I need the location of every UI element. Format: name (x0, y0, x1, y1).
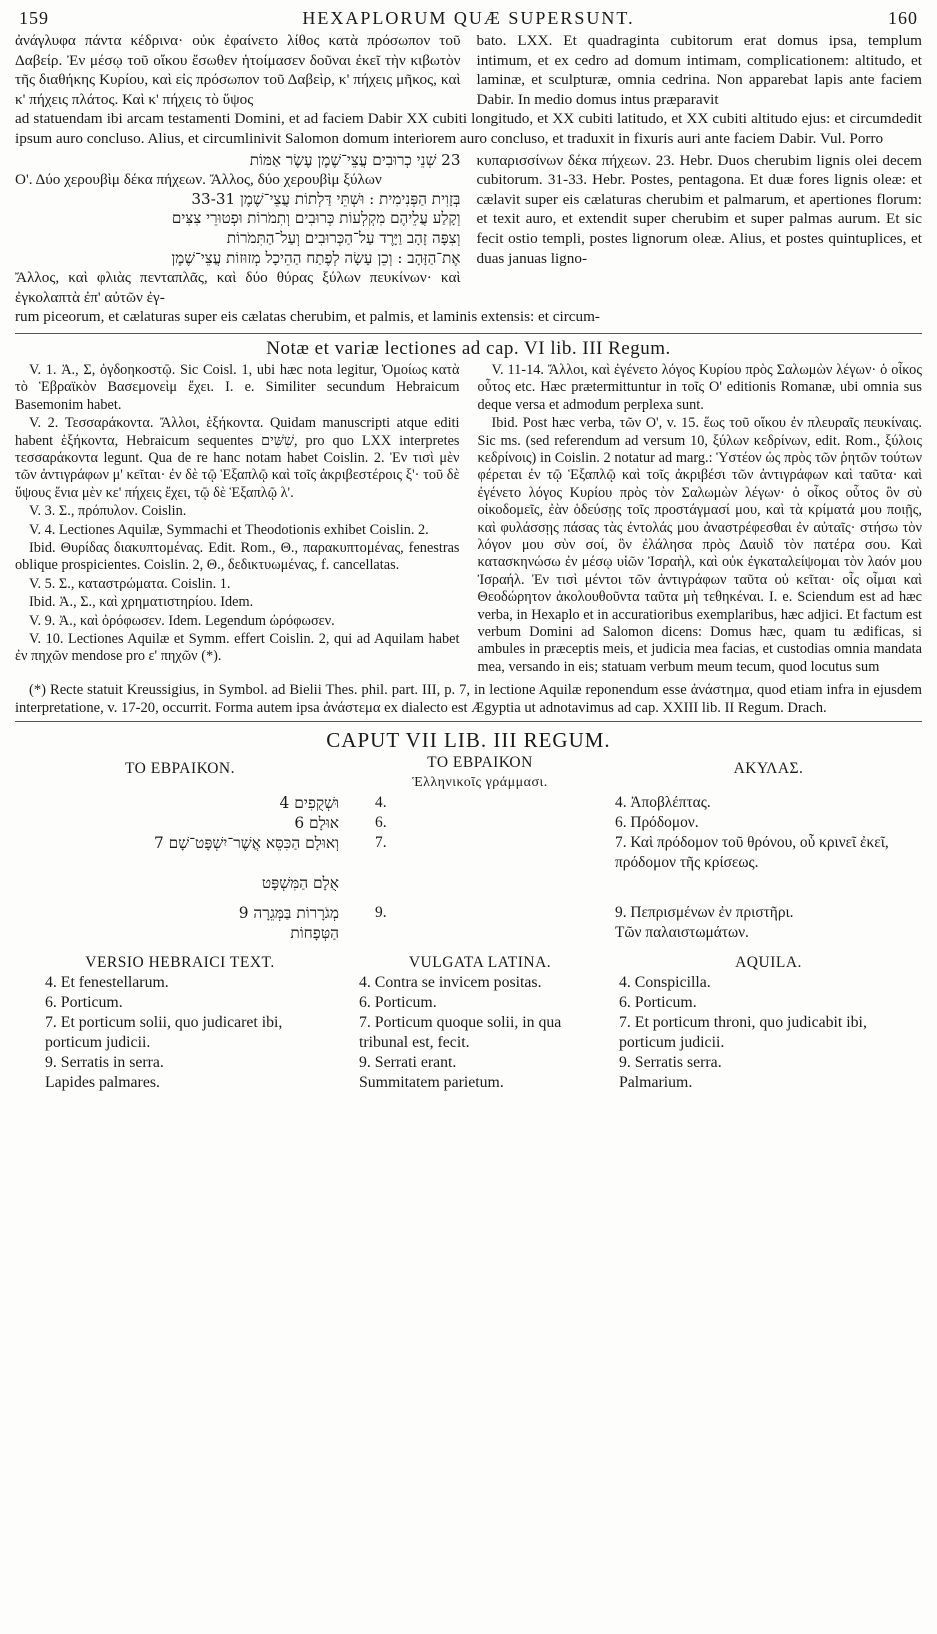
aquila-cell: 4. Ἀποβλέπτας. (615, 794, 711, 812)
versio-cell: Lapides palmares. (45, 1074, 160, 1092)
page (15, 0, 922, 1624)
hebrew-cell: אֻלָם הַמִּשְׁפָּט (261, 874, 339, 893)
note: V. 4. Lectiones Aquilæ, Symmachi et Theodotionis exhibet Coislin. 2. (29, 521, 429, 538)
col-header-versio: VERSIO HEBRAICI TEXT. (85, 954, 275, 972)
hebrew-greek-column (15, 151, 461, 308)
versio-cell: 6. Porticum. (45, 994, 123, 1012)
hebrew-line: בְּזָוִית הַפְּנִימִית : וּשְׁתֵּי דַּלְתוֹת עֲצֵי־שֶׁמֶן 33-31 (191, 189, 461, 208)
verse-number (355, 873, 605, 893)
vulgata-cell: 9. Serrati erant. (359, 1054, 457, 1072)
chapter-title: CAPUT VII LIB. III REGUM. (326, 728, 611, 753)
latin-row (15, 1073, 922, 1093)
aquila-latin-cell: 4. Conspicilla. (619, 974, 711, 992)
note: V. 1. Ἀ., Σ, ὀγδοηκοστῷ. Sic Coisl. 1, ubi hæc nota legitur, Ὁμοίως κατὰ τὸ Ἑβραϊκὸν Βασεμονεὶμ ἔχει. I. e. Similiter secundum Hebraicum Basemonim habet. (15, 361, 460, 413)
aquila-latin-cell: 9. Serratis serra. (619, 1054, 722, 1072)
footnote: (*) Recte statuit Kreussigius, in Symbol. ad Bielii Thes. phil. part. III, p. 7, in lectione Aquilæ reponendum esse ἀνάστημα, quod etiam infra in ejusdem interpretatione, v. 17-20, occurrit. Forma autem ipsa ἀνάστεμα ex dialecto est Ægyptia ut adnotavimus ad cap. XXIII lib. II Regum. Drach. (15, 681, 922, 722)
hexapla-header (15, 753, 922, 793)
vulgata-cell: Summitatem parietum. (359, 1074, 504, 1092)
hebrew-cell: הַטְּפָחוֹת (290, 924, 339, 943)
greek-text: Ο'. Δύο χερουβὶμ δέκα πήχεων. Ἄλλος, δύο χερουβὶμ ξύλων (15, 171, 382, 189)
latin-row (15, 973, 922, 993)
vulgata-cell: 7. Porticum quoque solii, in qua tribunal est, fecit. (359, 1014, 562, 1052)
col-header-aquila: ΑΚΥΛΑΣ. (733, 760, 804, 778)
middle-columns (15, 151, 922, 308)
note: V. 3. Σ., πρόπυλον. Coislin. (29, 503, 187, 520)
hexapla-row (15, 903, 922, 923)
greek-column: ἀνάγλυφα πάντα κέδρινα· οὐκ ἐφαίνετο λίθος κατὰ πρόσωπον τοῦ Δαβείρ. Ἐν μέσῳ τοῦ οἴκου ἔσωθεν ἡτοίμασεν δοῦναι ἐκεῖ τὴν κιβωτὸν τῆς διαθήκης Κυρίου, καὶ εἰς πρόσωπον τοῦ Δαβεὶρ, κ' πήχεις μῆκος, καὶ κ' πήχεις πλάτος. Καὶ κ' πήχεις τὸ ὕψος (15, 32, 461, 108)
hebrew-cell: אוּלָם 6 (294, 814, 339, 833)
verse-number: 9. (375, 904, 387, 922)
latin-rows (15, 973, 922, 1093)
notes-title: Notæ et variæ lectiones ad cap. VI lib. III Regum. (15, 333, 922, 360)
note: V. 2. Τεσσαράκοντα. Ἄλλοι, ἑξήκοντα. Quidam manuscripti atque editi habent ἑξήκοντα, Hebraicum sequentes שִׁשִּׁים, pro quo LXX interpretes τεσσαράκοντα legunt. Qua de re hanc notam habet Coislin. 2. Ἐν τισὶ μὲν τῶν ἀντιγράφων μ' κεῖται· ἐν δὲ τῷ Ἑξαπλῷ καὶ τοῖς ἀκριβεστέροις ξ'· τοῦ δὲ ὕψους ἕνια μὲν κε' πήχεις ἔχει, τῷ δὲ Ἑξαπλῷ λ'. (15, 415, 460, 501)
hebrew-line: 23 שְׁנֵי כְרוּבִים עֲצֵי־שֶׁמֶן עֶשֶׂר אַמּוֹת (249, 150, 461, 169)
aquila-cell: 7. Καὶ πρόδομον τοῦ θρόνου, οὗ κρινεῖ ἐκεῖ, πρόδομον τῆς κρίσεως. (615, 834, 889, 872)
col-header-hebrew: ΤΟ ΕΒΡΑΙΚΟΝ. (124, 760, 236, 778)
hebrew-line: אֶת־הַזָּהָב : וְכֵן עָשָׂה לְפֶתַח הַהֵיכָל מְזוּזוֹת עֲצֵי־שֶׁמֶן (171, 248, 461, 267)
page-number-right: 160 (887, 8, 918, 28)
notes (15, 362, 922, 677)
col-header-vulgata: VULGATA LATINA. (408, 954, 552, 972)
latin-row (15, 993, 922, 1013)
aquila-latin-cell: 6. Porticum. (619, 994, 697, 1012)
note: V. 5. Σ., καταστρώματα. Coislin. 1. (29, 575, 231, 592)
aquila-latin-cell: Palmarium. (619, 1074, 693, 1092)
middle-full-paragraph: rum piceorum, et cælaturas super eis cælatas cherubim, et palmis, et laminis extensis: et circum- (15, 308, 600, 326)
latin-column: κυπαρισσίνων δέκα πήχεων. 23. Hebr. Duos cherubim lignis olei decem cubitorum. 31-33. Hebr. Postes, pentagona. Et duæ fores lignis oleæ: et cælavit super eis cælaturas cherubim et palmarum, et apertiones florum: et texit auro, et extendit super cherubim et super palmas aurum. Et sic fecit ostio templi, postes lignorum oleæ. Alius, et postes quintuplices, et duas januas ligno- (476, 151, 922, 267)
top-columns (15, 31, 922, 109)
latin-row (15, 1013, 922, 1053)
versio-cell: 4. Et fenestellarum. (45, 974, 169, 992)
hexapla-row (15, 833, 922, 873)
note: Ibid. Θυρίδας διακυπτομένας. Edit. Rom., Θ., παρακυπτομένας, fenestras oblique prospicientes. Coislin. 2, Θ., δεδικτυωμένας, f. cancellatas. (15, 539, 460, 574)
note: Ibid. Ἀ., Σ., καὶ χρηματιστηρίου. Idem. (29, 594, 254, 611)
running-header (15, 4, 922, 31)
latin-header (15, 947, 922, 973)
aquila-cell (615, 873, 922, 893)
note: V. 10. Lectiones Aquilæ et Symm. effert Coislin. 2, qui ad Aquilam habet ἐν πηχῶν mendose pro ε' πηχῶν (*). (15, 631, 460, 665)
latin-row (15, 1053, 922, 1073)
hebrew-cell: מְגֹרָרוֹת בַּמְּגֵרָה 9 (238, 904, 339, 923)
verse-number (355, 923, 605, 943)
versio-cell: 9. Serratis in serra. (45, 1054, 164, 1072)
aquila-cell: 9. Πεπρισμένων ἐν πριστῆρι. (615, 904, 794, 922)
versio-cell: 7. Et porticum solii, quo judicaret ibi, porticum judicii. (45, 1014, 283, 1052)
top-full-paragraph: ad statuendam ibi arcam testamenti Domini, et ad faciem Dabir XX cubiti longitudo, et XX cubiti latitudo, et XX cubiti altitudo ejus: et circumdedit ipsum auro concluso. Alius, et circumlinivit Salomon domum interiorem auro concluso, et traduxit in fixuris auri ante faciem Dabir. Vul. Porro (15, 110, 922, 147)
hebrew-cell: וּשְׁקֻפִים 4 (279, 794, 339, 813)
notes-left (15, 362, 460, 677)
hebrew-cell: וְאוּלָם הַכִּסֵּא אֲשֶׁר־יִשְׁפָּט־שָׁם 7 (153, 834, 339, 853)
notes-right (478, 362, 923, 677)
note: V. 11-14. Ἄλλοι, καὶ ἐγένετο λόγος Κυρίου πρὸς Σαλωμὼν λέγων· ὁ οἶκος οὗτος etc. Hæc prætermittuntur in τοῖς Ο' editionis Romanæ, ubi omnia sus deque versa et admodum perplexa sunt. (477, 361, 922, 413)
hexapla-row (15, 923, 922, 943)
page-number-left: 159 (19, 8, 49, 28)
note: Ibid. Post hæc verba, τῶν Ο', v. 15. ἕως τοῦ οἴκου ἐν πλευραῖς πευκίναις. Sic ms. (sed referendum ad versum 10, ξύλων κεδρίνων, edit. Rom., ξύλοις κεδρίνοις) in Coislin. 2 notatur ad marg.: Ὑστέον ὡς πρὸς τῶν ῥητῶν τούτων φέρεται ἐν τῷ Ἑξαπλῷ καὶ τοῖς ἀκριβέσι τῶν ἀντιγράφων καὶ ταῦτα· καὶ ἐγένετο λόγος Κυρίου πρὸς τὸν Σαλωμὼν λέγων· ὁ οἶκος οὗτος ὃν σὺ οἰκοδομεῖς, ἐὰν ὁδεύσῃς τοῖς προστάγμασί μου, καὶ τὰ κρίματά μου ποιῇς, καὶ φυλάσσῃς πάσας τὰς ἐντολάς μου ἀναστρέφεσθαι ἐν αὐταῖς· στήσω τὸν λόγον μου σὺν σοί, ὃν ἐλάλησα πρὸς Δαυὶδ τὸν πατέρα σου. Καὶ κατασκηνώσω ἐν μέσῳ υἱῶν Ἰσραὴλ, καὶ οὐκ ἐγκαταλείψομαι τὸν λαόν μου Ἰσραήλ. Ἐν τισὶ μέντοι τῶν ἀντιγράφων ταῦτα οὐ κεῖται· οἷς οἶμαι καὶ Θεοδώρητον ἀκολουθοῦντα ταῦτα μὴ τεθηκέναι. I. e. Sciendum est ad hæc verba, in Hexaplo et in accuratioribus exemplaribus, hæc adjici. Et factum est verbum Domini ad Salomon dicens: Domus hæc, quam tu ædificas, si ambules in præceptis meis, et judicia mea facias, et custodias omnia mandata mea, versando in eis; statuam verbum meum tecum, quod locutus sum (477, 415, 922, 675)
greek-text: Ἄλλος, καὶ φλιὰς πενταπλᾶς, καὶ δύο θύρας ξύλων πευκίνων· καὶ ἐγκολαπτὰ ἐπ' αὐτῶν ἐγ- (15, 269, 461, 306)
hexapla-row (15, 793, 922, 813)
vulgata-cell: 4. Contra se invicem positas. (359, 974, 542, 992)
aquila-latin-cell: 7. Et porticum throni, quo judicabit ibi, porticum judicii. (619, 1014, 867, 1052)
col-header-transliteration: ΤΟ ΕΒΡΑΙΚΟΝ Ἑλληνικοῖς γράμμασι. (412, 754, 548, 791)
aquila-cell: 6. Πρόδομον. (615, 814, 699, 832)
hexapla-rows (15, 793, 922, 943)
note: V. 9. Ἀ., καὶ ὀρόφωσεν. Idem. Legendum ὠρόφωσεν. (29, 612, 335, 629)
verse-number: 6. (375, 814, 387, 832)
verse-number: 7. (375, 834, 387, 852)
verse-number: 4. (375, 794, 387, 812)
col-header-aquila-latin: AQUILA. (735, 954, 802, 972)
hebrew-line: וְקָלַע עֲלֵיהֶם מִקְלְעוֹת כְּרוּבִים וְתִמֹרוֹת וּפְטוּרֵי צִצִּים (171, 209, 461, 228)
hexapla-row (15, 873, 922, 893)
vulgata-cell: 6. Porticum. (359, 994, 437, 1012)
hebrew-line: וְצִפָּה זָהָב וַיָּרֶד עַל־הַכְּרוּבִים וְעַל־הַתִּמֹרוֹת (226, 228, 461, 247)
latin-column: bato. LXX. Et quadraginta cubitorum erat domus ipsa, templum intimum, et ex cedro ad domum intimam, complicationem: altitudo, et laminæ, et sculpturæ, omnia cedrina. Non apparebat lapis ante faciem Dabir. In medio domus intus præparavit (476, 32, 922, 108)
hexapla-row (15, 813, 922, 833)
running-title: HEXAPLORUM QUÆ SUPERSUNT. (302, 8, 635, 28)
aquila-cell: Τῶν παλαιστωμάτων. (615, 924, 749, 942)
